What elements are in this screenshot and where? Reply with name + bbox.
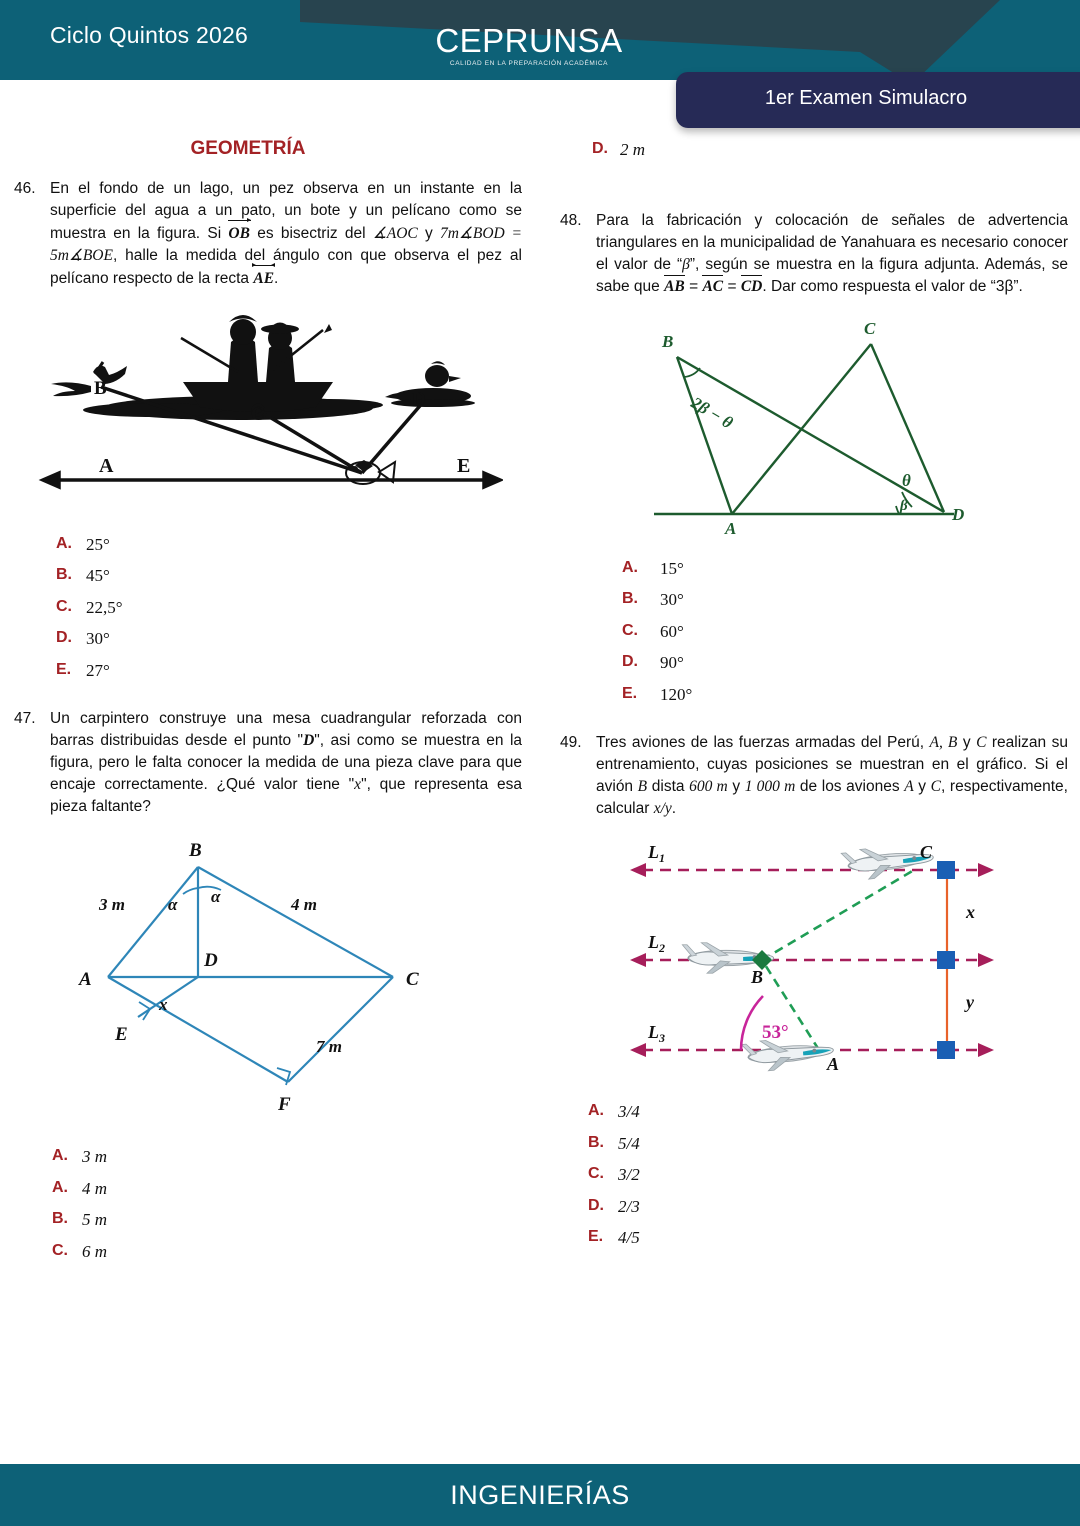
label-A: A bbox=[79, 969, 92, 991]
label-B: B bbox=[94, 378, 107, 399]
angle-label-alpha-left: α bbox=[168, 895, 178, 915]
section-title: GEOMETRÍA bbox=[190, 138, 306, 159]
question-47-number: 47. bbox=[14, 710, 36, 728]
line-label-L1: $L_1$ bbox=[648, 842, 665, 866]
label-C: C bbox=[864, 319, 876, 338]
q46-run-2: es bisectriz del bbox=[249, 225, 373, 242]
q49-ref-c: C bbox=[930, 778, 942, 796]
option-key: A. bbox=[52, 1147, 68, 1165]
option-row[interactable] bbox=[622, 679, 1068, 710]
option-key: A. bbox=[56, 535, 72, 552]
exam-banner-label: 1er Examen Simulacro bbox=[764, 87, 968, 109]
option-value: 15° bbox=[660, 559, 684, 578]
carryover-option-value: 2 m bbox=[620, 140, 646, 159]
line-label-L2: $L_2$ bbox=[648, 932, 665, 956]
q46-run-8: . bbox=[274, 270, 279, 287]
logo-tagline: CALIDAD EN LA PREPARACIÓN ACADÉMICA bbox=[449, 60, 609, 67]
cycle-title: Ciclo Quintos 2026 bbox=[50, 22, 248, 48]
q47-run-4: ", que representa esa pieza faltante? bbox=[50, 776, 523, 816]
figure-question-46 bbox=[14, 300, 522, 515]
q46-run-4: y bbox=[417, 225, 441, 242]
angle-arc-beta bbox=[896, 506, 899, 514]
option-key: E. bbox=[622, 684, 638, 702]
question-49-number: 49. bbox=[560, 734, 582, 752]
question-47-options bbox=[52, 1141, 522, 1267]
unknown-label-x: x bbox=[159, 995, 168, 1015]
option-value: 90° bbox=[660, 653, 684, 673]
q49-run-4: realizan su entrenamiento, cuyas posiciones se muestran en el gráfico. Si el avión bbox=[596, 734, 1068, 796]
option-value: 45° bbox=[86, 566, 110, 586]
label-E: E bbox=[115, 1024, 128, 1046]
q49-run-8: y bbox=[727, 778, 745, 796]
angle-arc-53 bbox=[741, 996, 763, 1050]
label-C: C bbox=[406, 969, 419, 991]
q49-plane-ab: A, B bbox=[929, 734, 958, 752]
option-key: A. bbox=[52, 1178, 68, 1196]
angle-label-beta: β bbox=[900, 498, 908, 514]
q48-run-4: = bbox=[684, 278, 703, 295]
option-row[interactable] bbox=[56, 623, 522, 654]
q49-dist-1000: 1 000 m bbox=[744, 778, 796, 796]
q49-run-12: y bbox=[913, 778, 931, 796]
q48-seg-cd: CD bbox=[741, 276, 763, 298]
triangles-svg bbox=[644, 314, 984, 539]
question-49-options bbox=[588, 1096, 1068, 1253]
option-row[interactable] bbox=[588, 1191, 1068, 1222]
quadrilateral-svg bbox=[63, 832, 473, 1127]
label-B: B bbox=[662, 332, 674, 351]
distance-label-y: y bbox=[966, 992, 974, 1013]
question-48-text bbox=[596, 210, 1068, 298]
option-key: D. bbox=[588, 1196, 604, 1214]
option-row[interactable] bbox=[56, 592, 522, 623]
q48-seg-ac: AC bbox=[702, 276, 723, 298]
angle-label-theta: θ bbox=[902, 471, 911, 490]
exam-banner bbox=[676, 72, 1080, 128]
page-footer bbox=[0, 1464, 1080, 1526]
option-key: B. bbox=[622, 590, 638, 608]
option-row[interactable] bbox=[52, 1173, 522, 1204]
question-49-text bbox=[596, 732, 1068, 820]
option-key: C. bbox=[56, 597, 72, 615]
option-row[interactable] bbox=[56, 655, 522, 686]
logo-wordmark: CEPRUNSA bbox=[435, 22, 623, 59]
q49-run-14: , respectivamente, calcular bbox=[596, 778, 1068, 818]
option-row[interactable] bbox=[52, 1236, 522, 1267]
q48-run-6: = bbox=[723, 278, 741, 295]
option-value: 3/2 bbox=[618, 1165, 640, 1185]
option-row[interactable] bbox=[56, 560, 522, 591]
label-B: B bbox=[189, 840, 202, 862]
option-key: D. bbox=[56, 629, 72, 647]
question-46-options bbox=[56, 529, 522, 686]
option-value: 6 m bbox=[82, 1241, 108, 1261]
label-D: D bbox=[412, 389, 426, 410]
figure-question-47 bbox=[14, 832, 522, 1127]
option-value: 30° bbox=[86, 629, 110, 649]
option-row[interactable] bbox=[588, 1096, 1068, 1127]
q49-plane-c: C bbox=[976, 734, 987, 752]
q47-unknown-x: x bbox=[354, 776, 362, 794]
label-E: E bbox=[457, 455, 471, 477]
option-row[interactable] bbox=[56, 529, 522, 560]
footer-label: INGENIERÍAS bbox=[450, 1479, 630, 1510]
q48-seg-ab: AB bbox=[664, 276, 685, 298]
q47-run-0: Un carpintero construye una mesa cuadrangular reforzada con barras distribuidas desde el punto " bbox=[50, 710, 522, 750]
option-value: 27° bbox=[86, 660, 110, 680]
q48-run-0: Para la fabricación y colocación de señales de advertencia triangulares en la municipalidad de Yanahuara es necesario conocer el valor de “ bbox=[596, 212, 1068, 273]
option-key: E. bbox=[56, 660, 72, 678]
option-row[interactable] bbox=[52, 1141, 522, 1172]
airplanes-svg bbox=[614, 832, 1014, 1082]
question-49 bbox=[560, 732, 1068, 820]
side-label-4m: 4 m bbox=[291, 895, 317, 915]
question-48-number: 48. bbox=[560, 212, 582, 229]
q49-ratio: x/y bbox=[653, 800, 672, 818]
carryover-option-key: D. bbox=[592, 140, 608, 157]
option-key: C. bbox=[52, 1241, 68, 1259]
option-key: A. bbox=[622, 559, 638, 576]
option-key: B. bbox=[52, 1210, 68, 1228]
marker-square-a bbox=[937, 1041, 955, 1059]
question-46-text bbox=[50, 178, 522, 290]
right-column bbox=[560, 138, 1068, 1253]
option-value: 25° bbox=[86, 535, 110, 554]
lake-scene-svg bbox=[33, 300, 503, 515]
angle-arc-alpha-left bbox=[183, 888, 198, 894]
q48-run-2: ”, según se muestra en la figura adjunta. Además, se sabe que bbox=[596, 256, 1068, 295]
option-row[interactable] bbox=[588, 1159, 1068, 1190]
q49-dist-600: 600 m bbox=[689, 778, 728, 796]
page-header bbox=[0, 0, 1080, 80]
q49-run-10: de los aviones bbox=[795, 778, 905, 796]
option-value: 22,5° bbox=[86, 597, 123, 617]
label-D: D bbox=[952, 505, 965, 524]
option-value: 2/3 bbox=[618, 1196, 640, 1216]
ceprunsa-logo bbox=[424, 24, 634, 67]
side-label-7m: 7 m bbox=[316, 1037, 342, 1057]
label-F: F bbox=[278, 1094, 291, 1116]
option-row[interactable] bbox=[622, 616, 1068, 647]
line-label-L3: $L_3$ bbox=[648, 1022, 665, 1046]
option-key: C. bbox=[588, 1165, 604, 1183]
q49-run-2: y bbox=[957, 734, 977, 752]
option-key: B. bbox=[56, 566, 72, 584]
question-46 bbox=[14, 178, 522, 290]
q47-point-d: D bbox=[303, 732, 315, 750]
option-key: E. bbox=[588, 1227, 604, 1245]
option-row[interactable] bbox=[588, 1222, 1068, 1253]
option-value: 3 m bbox=[82, 1147, 108, 1167]
label-B: B bbox=[751, 967, 764, 988]
question-48 bbox=[560, 210, 1068, 298]
q48-beta: β bbox=[682, 256, 690, 273]
option-row[interactable] bbox=[52, 1204, 522, 1235]
question-46-number: 46. bbox=[14, 180, 36, 197]
label-A: A bbox=[827, 1054, 840, 1075]
angle-label-2beta-theta: 2β − θ bbox=[687, 393, 737, 433]
label-C: C bbox=[920, 842, 933, 863]
q49-run-0: Tres aviones de las fuerzas armadas del Perú, bbox=[596, 734, 930, 752]
option-value: 3/4 bbox=[618, 1102, 640, 1122]
label-A: A bbox=[99, 455, 114, 477]
q48-run-8: . Dar como respuesta el valor de “3β”. bbox=[762, 278, 1023, 295]
left-column bbox=[14, 138, 522, 1267]
option-value: 4/5 bbox=[618, 1227, 640, 1247]
option-value: 120° bbox=[660, 684, 693, 704]
marker-square-b bbox=[937, 951, 955, 969]
angle-label-alpha-right: α bbox=[211, 887, 221, 907]
q46-angle-aoc: ∡AOC bbox=[372, 225, 418, 242]
label-D: D bbox=[204, 950, 218, 972]
figure-question-48 bbox=[560, 314, 1068, 539]
question-47 bbox=[14, 708, 522, 818]
q47-run-2: ", asi como se muestra en la figura, pero le falta conocer la medida de una pieza clave para que encaje correctamente. ¿Qué valor tiene " bbox=[50, 732, 523, 794]
right-angle-E bbox=[139, 1002, 150, 1020]
option-key: A. bbox=[588, 1102, 604, 1120]
q46-run-6: , halle la medida del ángulo con que observa el pez al pelícano respecto de la recta bbox=[50, 247, 522, 287]
question-48-options bbox=[622, 553, 1068, 710]
q46-relation: 7m∡BOD = 5m∡BOE bbox=[50, 225, 522, 264]
option-row[interactable] bbox=[588, 1128, 1068, 1159]
q49-ref-a: A bbox=[904, 778, 914, 796]
option-row[interactable] bbox=[622, 647, 1068, 678]
question-47-text bbox=[50, 708, 522, 818]
marker-square-c bbox=[937, 861, 955, 879]
option-value: 60° bbox=[660, 621, 684, 641]
option-row[interactable] bbox=[622, 584, 1068, 615]
option-key: C. bbox=[622, 621, 638, 639]
angle-label-53: 53° bbox=[762, 1022, 789, 1044]
option-value: 30° bbox=[660, 590, 684, 610]
option-value: 5/4 bbox=[618, 1133, 640, 1153]
q49-run-16: . bbox=[671, 800, 677, 818]
option-value: 4 m bbox=[82, 1178, 108, 1198]
label-A: A bbox=[725, 519, 737, 538]
distance-label-x: x bbox=[966, 902, 975, 923]
option-key: D. bbox=[622, 653, 638, 671]
q46-line-ae: AE bbox=[253, 267, 274, 290]
q46-vector-ob: OB bbox=[228, 222, 250, 245]
option-key: B. bbox=[588, 1133, 604, 1151]
option-value: 5 m bbox=[82, 1210, 108, 1230]
q49-plane-b: B bbox=[637, 778, 648, 796]
q49-run-6: dista bbox=[647, 778, 690, 796]
option-row[interactable] bbox=[622, 553, 1068, 584]
q46-run-0: En el fondo de un lago, un pez observa en un instante en la superficie del agua a un pato, un bote y un pelícano como se muestra en la figura. Si bbox=[50, 180, 522, 242]
figure-question-49 bbox=[560, 832, 1068, 1082]
side-label-3m: 3 m bbox=[99, 895, 125, 915]
label-C: C bbox=[251, 404, 265, 425]
